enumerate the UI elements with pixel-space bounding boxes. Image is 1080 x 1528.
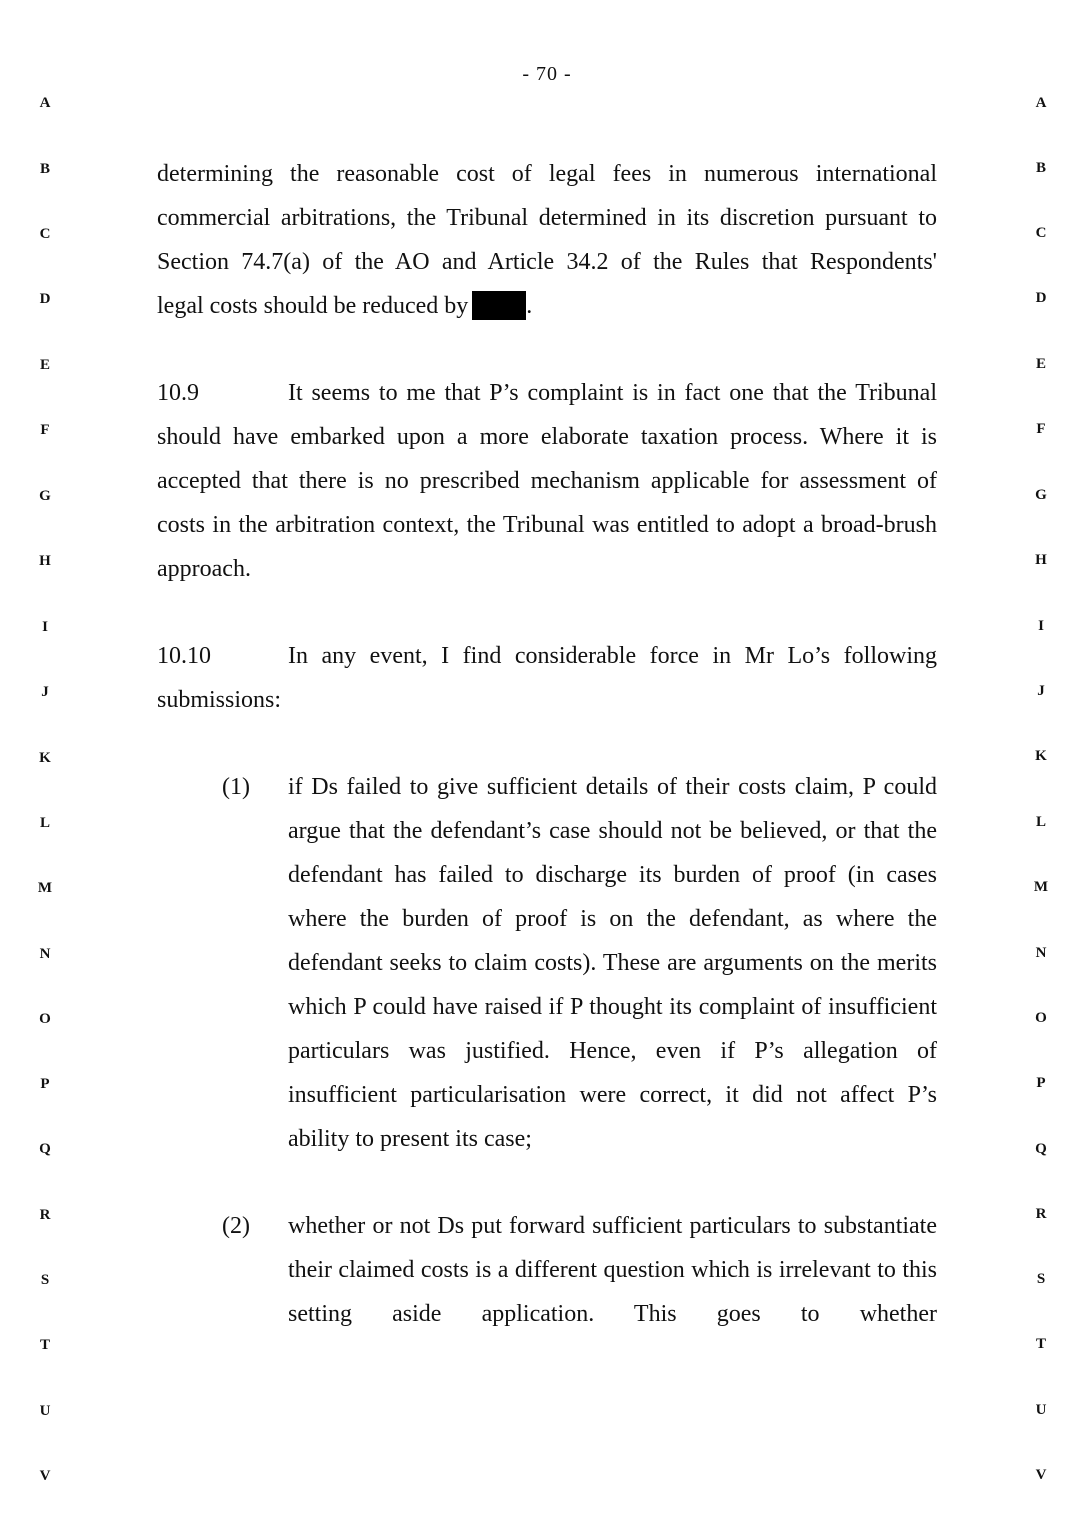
paragraph-line-end: .: [526, 293, 533, 319]
margin-letter-right: G: [1035, 487, 1047, 503]
margin-letter-right: P: [1036, 1075, 1046, 1091]
page-number: - 70 -: [522, 63, 572, 85]
margin-letter-right: K: [1035, 748, 1047, 764]
margin-letter-right: B: [1035, 160, 1046, 176]
paragraph-10-9: [157, 371, 937, 591]
margin-letter-right: D: [1035, 290, 1047, 306]
margin-letter-left: P: [40, 1076, 50, 1092]
margin-letter-right: V: [1035, 1467, 1047, 1483]
paragraph-10-10: [157, 634, 937, 722]
sub-item-text: if Ds failed to give sufficient details of their costs claim, P could argue that the defendant’s case should not be believed, or that the defendant has failed to discharge its burden of proof (in cases where the burden of proof is on the defendant, as where the defendant seeks to claim costs). These are arguments on the merits which P could have raised if P thought its complaint of insufficient particulars was justified. Hence, even if P’s allegation of insufficient particularisation were correct, it did not affect P’s ability to present its case;: [288, 774, 937, 1152]
sub-item-text: whether or not Ds put forward sufficient particulars to substantiate their claimed costs is a different question which is irrelevant to this setting aside application. This goes to whether: [288, 1213, 937, 1327]
redaction-box: [472, 291, 526, 320]
margin-letter-left: C: [39, 226, 51, 242]
paragraph-last-line: [157, 284, 937, 328]
paragraph-text: In any event, I find considerable force in Mr Lo’s following submissions:: [157, 643, 937, 713]
margin-letter-left: B: [39, 161, 50, 177]
margin-letter-left: K: [39, 750, 51, 766]
sub-item-number: (1): [222, 774, 250, 800]
margin-letter-right: M: [1033, 879, 1049, 895]
margin-letter-right: C: [1035, 225, 1047, 241]
margin-letter-right: I: [1038, 618, 1044, 634]
margin-letter-left: D: [39, 291, 51, 307]
sub-item-number: (2): [222, 1213, 250, 1239]
paragraph-line: determining the reasonable cost of legal fees in numerous international: [157, 161, 937, 187]
margin-letter-right: A: [1035, 95, 1047, 111]
paragraph-number: 10.9: [157, 380, 199, 406]
paragraph-line-text: legal costs should be reduced by: [157, 293, 469, 319]
margin-letter-right: N: [1035, 945, 1047, 961]
margin-letter-left: J: [41, 684, 49, 700]
margin-letter-left: T: [39, 1337, 50, 1353]
margin-letter-right: R: [1035, 1206, 1047, 1222]
paragraph-number: 10.10: [157, 643, 211, 669]
margin-letter-left: O: [39, 1011, 51, 1027]
margin-letter-right: J: [1037, 683, 1045, 699]
margin-letter-right: E: [1035, 356, 1046, 372]
margin-letter-left: R: [39, 1207, 51, 1223]
margin-letter-left: L: [39, 815, 50, 831]
paragraph-text: It seems to me that P’s complaint is in fact one that the Tribunal should have embarked upon a more elaborate taxation process. Where it is accepted that there is no prescribed mechanism applicable for assessment of costs in the arbitration context, the Tribunal was entitled to adopt a broad-brush approach.: [157, 380, 937, 582]
margin-letter-left: F: [40, 422, 50, 438]
margin-letter-left: V: [39, 1468, 51, 1484]
paragraph-continuation: [157, 152, 937, 328]
margin-letter-left: I: [42, 619, 48, 635]
margin-letter-left: S: [40, 1272, 50, 1288]
margin-letter-right: H: [1035, 552, 1047, 568]
margin-letter-right: Q: [1035, 1141, 1047, 1157]
paragraph-line: Section 74.7(a) of the AO and Article 34.2 of the Rules that Respondents': [157, 249, 937, 275]
margin-letter-left: A: [39, 95, 51, 111]
margin-letter-right: L: [1035, 814, 1046, 830]
margin-letter-right: T: [1035, 1336, 1046, 1352]
margin-letter-left: U: [39, 1403, 51, 1419]
margin-letter-left: N: [39, 946, 51, 962]
margin-letter-right: F: [1036, 421, 1046, 437]
margin-letter-right: O: [1035, 1010, 1047, 1026]
margin-letter-left: Q: [39, 1141, 51, 1157]
margin-letter-right: S: [1036, 1271, 1046, 1287]
margin-letter-left: M: [37, 880, 53, 896]
margin-letter-left: H: [39, 553, 51, 569]
margin-letter-left: E: [39, 357, 50, 373]
margin-letter-left: G: [39, 488, 51, 504]
margin-letter-right: U: [1035, 1402, 1047, 1418]
paragraph-line: commercial arbitrations, the Tribunal determined in its discretion pursuant to: [157, 205, 937, 231]
